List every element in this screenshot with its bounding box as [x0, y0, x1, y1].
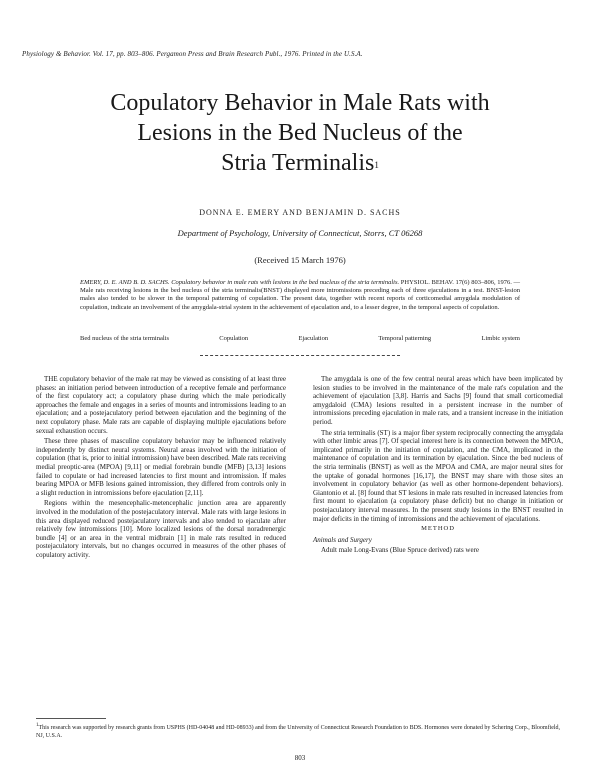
- title-line-1: Copulatory Behavior in Male Rats with: [110, 90, 490, 116]
- keyword: Bed nucleus of the stria terminalis: [80, 335, 169, 342]
- title-footnote-mark: 1: [374, 160, 379, 170]
- footnote-mark: 1: [36, 723, 39, 728]
- paragraph: Adult male Long-Evans (Blue Spruce derived) rats were: [321, 546, 480, 555]
- journal-header: Physiology & Behavior. Vol. 17, pp. 803–806. Pergamon Press and Brain Research Publ., 1976. Printed in the U.S.A.: [22, 50, 363, 58]
- title-line-3: Stria Terminalis$^1$: [221, 150, 379, 176]
- method-heading: METHOD: [421, 525, 455, 533]
- footnote: $^1$This research was supported by research grants from USPHS (HD-04048 and HD-08933) and from the University of Connecticut Research Foundation to BDS. Hormones were donated by Schering Corp., Bloomfield, NJ, U.S.A.: [36, 723, 561, 739]
- paragraph: THE copulatory behavior of the male rat may be viewed as consisting of at least three phases: an initiation period between introduction of a receptive female and performance of the first copulatory act; a copulatory phase during which the male periodically approaches the female and engages in a series of mounts and intromissions leading to an ejaculation; and a postejaculatory period between ejaculation and the beginning of the next copulatory phase. Male rats are capable of displaying multiple ejaculations before sexual exhaustion occurs.: [36, 375, 286, 435]
- abstract-body: PHYSIOL. BEHAV. 17(6) 803–806, 1976. — Male rats receiving lesions in the bed nucleus of the stria terminalis(BNST) displayed more intromissions preceding each of three ejaculations in a test. BNST-lesion males also tended to be slower in the temporal patterning of copulation. The present data, together with recent reports of corticomedial amygdala modulation of copulation, indicate an involvement of the amygdala-strial system in the achievement of ejaculation and, to a lesser degree, in the temporal aspects of copulation.: [80, 279, 521, 311]
- title-line-2: Lesions in the Bed Nucleus of the: [137, 120, 463, 146]
- paper-title: [40, 88, 560, 178]
- subsection-heading: Animals and Surgery: [313, 535, 372, 544]
- page-number: 803: [294, 754, 306, 762]
- paragraph: These three phases of masculine copulatory behavior may be influenced relatively independently by distinct neural systems. Neural areas involved with the initiation of copulation (that is, prior to initial intromission) have been described. Male rats receiving medial preoptic-area (MPOA) [9,11] or medial forebrain bundle (MFB) [3,13] lesions failed to copulate or had increased latencies to first mount and intromission. If males bearing MPOA or MFB lesions gained intromission, they differed from controls only in a slight reduction in intromissions before ejaculation [2,11].: [36, 437, 286, 497]
- abstract-citation: EMERY, D. E. AND B. D. SACHS. Copulatory behavior in male rats with lesions in the bed nucleus of the stria terminalis.: [80, 279, 400, 286]
- keyword: Temporal patterning: [378, 335, 432, 342]
- paragraph: The stria terminalis (ST) is a major fiber system reciprocally connecting the amygdala with other limbic areas [7]. Of special interest here is its connection between the MPOA, implicated primarily in the initiation of copulation, and the CMA, implicated in the maintenance of copulation and its termination by ejaculation. Since the bed nucleus of the stria terminalis (BNST) as well as the MPOA and CMA, are major neural sites for the uptake of gonadal hormones [16,17], the BNST may share with those sites an involvement in copulatory behavior (as well as other hormone-dependent behaviors). Giantonio et al. [8] found that ST lesions in male rats resulted in increased latencies from first mount to ejaculation (a copulatory phase deficit) but no change in initiation or postejaculatory interval measures. In the present study lesions in the BNST resulted in major deficits in the timing of intromissions and the achievement of ejaculations.: [313, 428, 563, 523]
- abstract: [80, 279, 520, 312]
- left-column: [36, 375, 286, 561]
- keyword: Limbic system: [481, 335, 520, 342]
- keyword: Ejaculation: [298, 335, 329, 342]
- footnote-rule: [36, 718, 106, 719]
- received-date: (Received 15 March 1976): [254, 255, 346, 265]
- paragraph: Regions within the mesencephalic-metencephalic junction area are apparently involved in the modulation of the postejaculatory interval. Male rats with large lesions in this area displayed reduced postejaculatory intervals and also tended to ejaculate after relatively few intromissions [10]. More localized lesions of the dorsal noradrenergic bundle [4] or an area in the ventral midbrain [1] in male rats resulted in reduced postejaculatory intervals, but no changes occurred in measures of the other phases of copulatory activity.: [36, 499, 286, 559]
- authors: DONNA E. EMERY AND BENJAMIN D. SACHS: [199, 208, 401, 217]
- affiliation: Department of Psychology, University of Connecticut, Storrs, CT 06268: [177, 228, 423, 238]
- keyword: Copulation: [219, 335, 249, 342]
- right-column: [313, 375, 563, 557]
- paragraph: The amygdala is one of the few central neural areas which have been implicated by lesion studies to be involved in the maintenance of the male rat's copulation and the achievement of ejaculation [3,8]. Harris and Sachs [9] found that small corticomedial amygdaloid (CMA) lesions resulted in a persistent increase in the number of intromissions preceding ejaculation in male rats, and a transient increase in the initiation period.: [313, 375, 563, 426]
- section-divider: [200, 355, 400, 356]
- keywords: [80, 335, 520, 342]
